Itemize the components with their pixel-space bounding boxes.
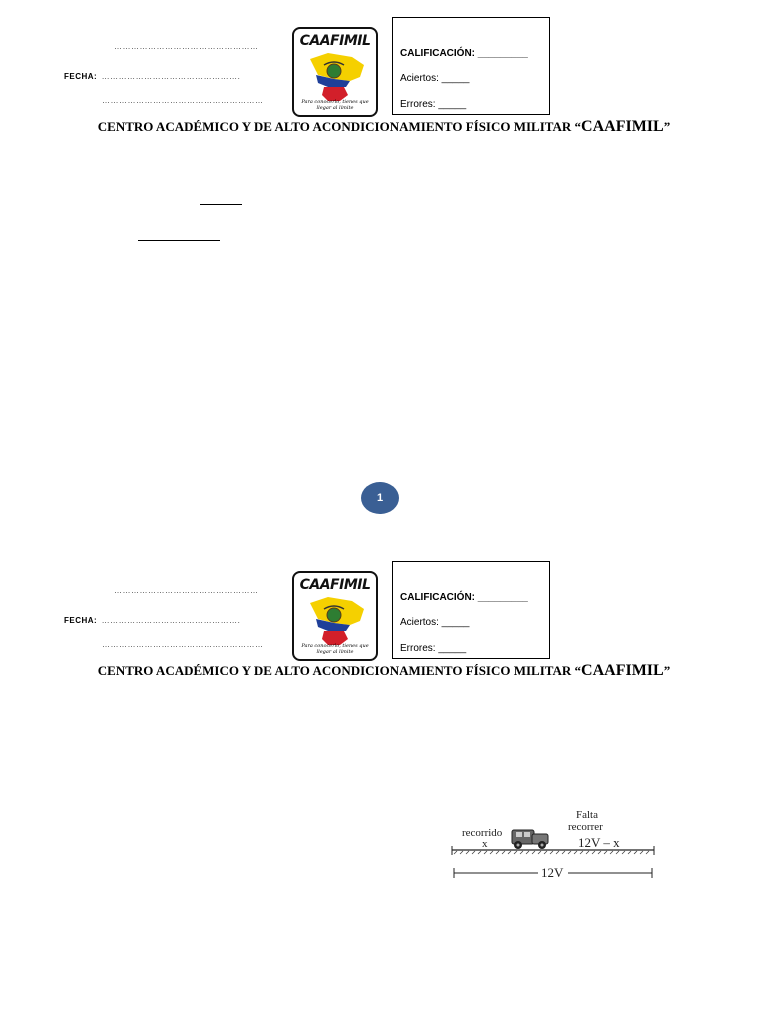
total-dimension-line [454,865,652,880]
date-field-dots[interactable]: …………………………………………. [101,72,241,81]
caafimil-logo [292,27,378,117]
page-number-badge [361,482,399,514]
date-label: FECHA: [64,616,98,625]
calificacion-field[interactable]: CALIFICACIÓN: _________ [400,48,528,59]
logo-motto: Para conocerlo, tienes que llegar al límite [301,643,369,655]
label-x: x [482,838,488,850]
course-field-dots[interactable]: ………………………………………………… [102,640,264,649]
course-field-dots[interactable]: ………………………………………………… [102,96,264,105]
logo-title: CAAFIMIL [299,577,371,593]
blank-line[interactable] [200,204,242,205]
errores-field[interactable]: Errores: _____ [400,99,467,110]
date-field-dots[interactable]: …………………………………………. [101,616,241,625]
label-total: 12V [541,865,564,880]
label-recorrer: recorrer [568,821,603,833]
title-main: CENTRO ACADÉMICO Y DE ALTO ACONDICIONAMIENTO FÍSICO MILITAR “ [97,119,582,134]
title-brand: CAAFIMIL [581,662,664,679]
logo-title: CAAFIMIL [299,33,371,49]
name-field-dots[interactable]: …………………………………………… [114,42,259,51]
blank-line[interactable] [138,240,220,241]
name-field-dots[interactable]: …………………………………………… [114,586,259,595]
label-falta: Falta [576,809,598,821]
label-recorrido: recorrido [462,827,503,839]
logo-motto: Para conocerlo, tienes que llegar al límite [301,99,369,111]
jeep-icon [512,830,548,849]
errores-field[interactable]: Errores: _____ [400,643,467,654]
distance-diagram [448,800,660,886]
caafimil-logo [292,571,378,661]
page-title [0,662,768,680]
date-field[interactable] [64,610,240,628]
title-main: CENTRO ACADÉMICO Y DE ALTO ACONDICIONAMIENTO FÍSICO MILITAR “ [97,663,582,678]
calificacion-field[interactable]: CALIFICACIÓN: _________ [400,592,528,603]
aciertos-field[interactable]: Aciertos: _____ [400,73,470,84]
title-end: ” [663,663,671,678]
grade-box [392,561,550,659]
aciertos-field[interactable]: Aciertos: _____ [400,617,470,628]
date-field[interactable] [64,66,240,84]
page-number: 1 [376,492,384,504]
label-remaining: 12V – x [578,835,620,850]
page-title [0,118,768,136]
date-label: FECHA: [64,72,98,81]
title-end: ” [663,119,671,134]
grade-box [392,17,550,115]
title-brand: CAAFIMIL [581,118,664,135]
